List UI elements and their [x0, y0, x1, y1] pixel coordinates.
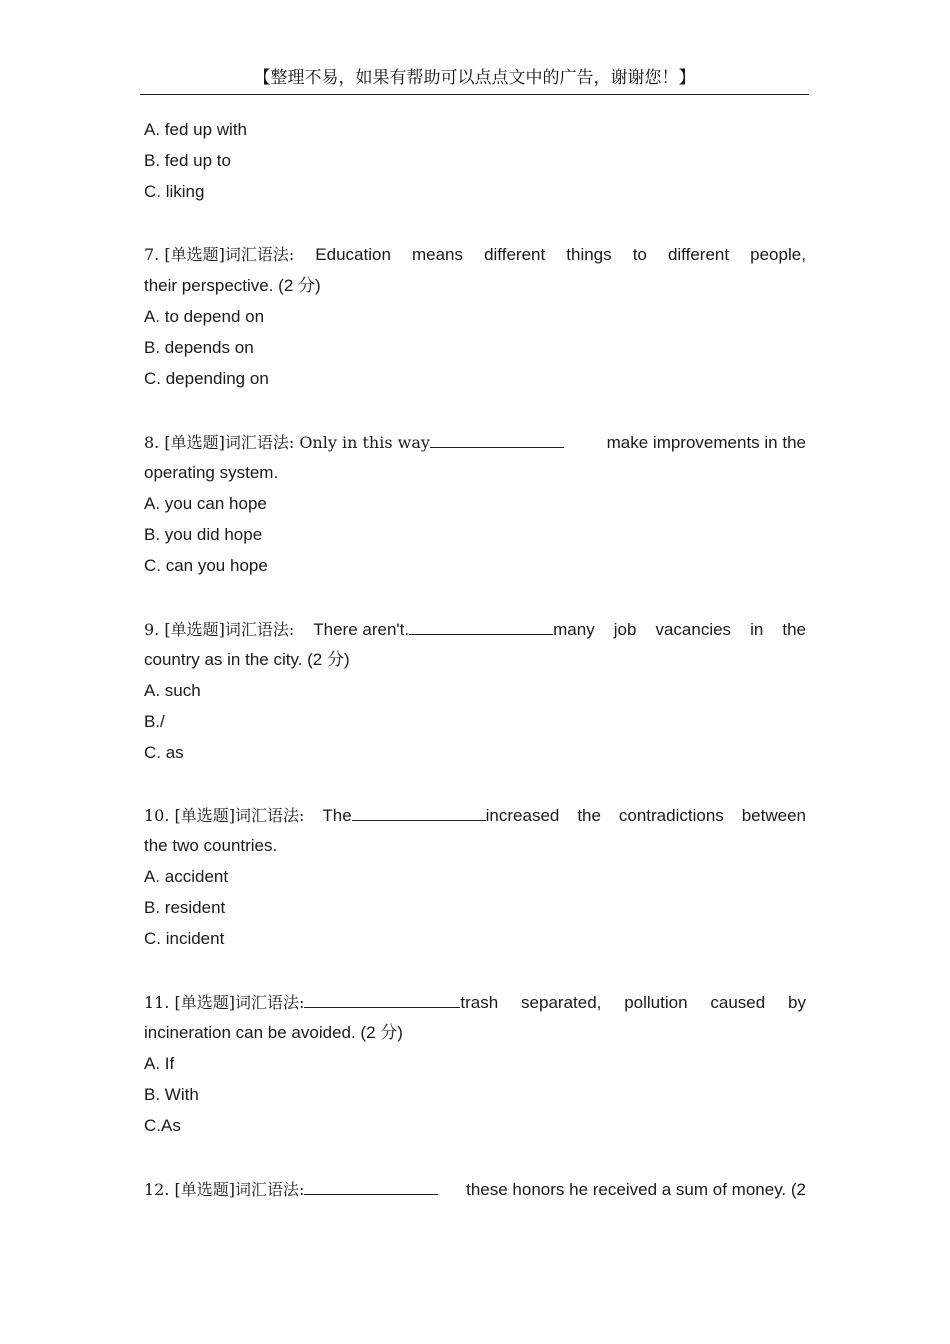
q6-option-b: B. fed up to — [144, 151, 231, 170]
q7-prefix: 7. [单选题]词汇语法: — [144, 245, 295, 264]
q7-option-b: B. depends on — [144, 338, 254, 357]
q9-word: vacancies — [655, 620, 732, 639]
q7-word: Education — [315, 245, 391, 264]
q6-option-c: C. liking — [144, 182, 205, 201]
q8-after-blank: make improvements in the — [606, 433, 806, 452]
q12-prefix: 12. [单选题]词汇语法: — [144, 1180, 305, 1199]
q9-option-a: A. such — [144, 681, 201, 700]
q9-stem-line1 — [144, 618, 806, 641]
q6-option-a: A. fed up with — [144, 120, 248, 139]
page-header: 【整理不易，如果有帮助可以点点文中的广告，谢谢您！】 — [253, 68, 696, 88]
q10-option-b: B. resident — [144, 898, 226, 917]
q7-word: people, — [750, 245, 806, 264]
q7-word: different — [484, 245, 546, 264]
q11-answer-blank — [304, 991, 460, 1008]
q9-word: the — [782, 620, 806, 639]
q10-option-c: C. incident — [144, 929, 225, 948]
q11-word: separated, — [521, 993, 602, 1012]
q9-word: job — [613, 620, 637, 639]
q9-word: in — [750, 620, 764, 639]
q8-answer-blank — [430, 431, 564, 448]
q9-answer-blank — [409, 618, 553, 635]
q12-stem-line1 — [144, 1178, 806, 1201]
q9-stem-line2: country as in the city. (2 分) — [144, 650, 350, 669]
q7-word: means — [411, 245, 464, 264]
q10-word: increased — [485, 806, 560, 825]
q7-word: different — [667, 245, 730, 264]
q11-stem-line1 — [144, 991, 806, 1014]
q10-answer-blank — [352, 804, 486, 821]
q8-option-a: A. you can hope — [144, 494, 267, 513]
q11-word: pollution — [624, 993, 688, 1012]
q11-option-a: A. If — [144, 1054, 175, 1073]
q12-answer-blank — [304, 1178, 438, 1195]
q8-option-b: B. you did hope — [144, 525, 263, 544]
q7-stem-line1 — [144, 244, 806, 266]
q10-stem-line1 — [144, 804, 806, 827]
q7-option-a: A. to depend on — [144, 307, 265, 326]
q11-option-c: C.As — [144, 1116, 181, 1135]
q10-before-blank: The — [322, 806, 352, 825]
q7-stem-line2: their perspective. (2 分) — [144, 276, 321, 295]
q9-option-b: B./ — [144, 712, 165, 731]
q11-word: by — [788, 993, 806, 1012]
q7-option-c: C. depending on — [144, 369, 269, 388]
q10-stem-line2: the two countries. — [144, 836, 278, 855]
q8-stem-line2: operating system. — [144, 463, 279, 482]
q8-prefix: 8. [单选题]词汇语法: Only in this way — [144, 433, 430, 452]
q9-option-c: C. as — [144, 743, 184, 762]
q11-word: trash — [460, 993, 499, 1012]
q9-prefix: 9. [单选题]词汇语法: — [144, 620, 295, 639]
q7-word: to — [632, 245, 647, 264]
q11-stem-line2: incineration can be avoided. (2 分) — [144, 1023, 403, 1042]
q8-option-c: C. can you hope — [144, 556, 268, 575]
q10-word: contradictions — [618, 806, 724, 825]
q12-after-blank: these honors he received a sum of money. (2 — [466, 1180, 806, 1199]
q9-before-blank: There aren't. — [313, 620, 410, 639]
q7-word: things — [566, 245, 612, 264]
q10-word: the — [577, 806, 601, 825]
q10-option-a: A. accident — [144, 867, 229, 886]
q8-stem-line1 — [144, 431, 806, 454]
q11-prefix: 11. [单选题]词汇语法: — [144, 993, 305, 1012]
q10-word: between — [741, 806, 806, 825]
q9-word: many — [553, 620, 595, 639]
header-divider — [140, 94, 809, 95]
q11-option-b: B. With — [144, 1085, 199, 1104]
q10-prefix: 10. [单选题]词汇语法: — [144, 806, 305, 825]
q11-word: caused — [710, 993, 766, 1012]
